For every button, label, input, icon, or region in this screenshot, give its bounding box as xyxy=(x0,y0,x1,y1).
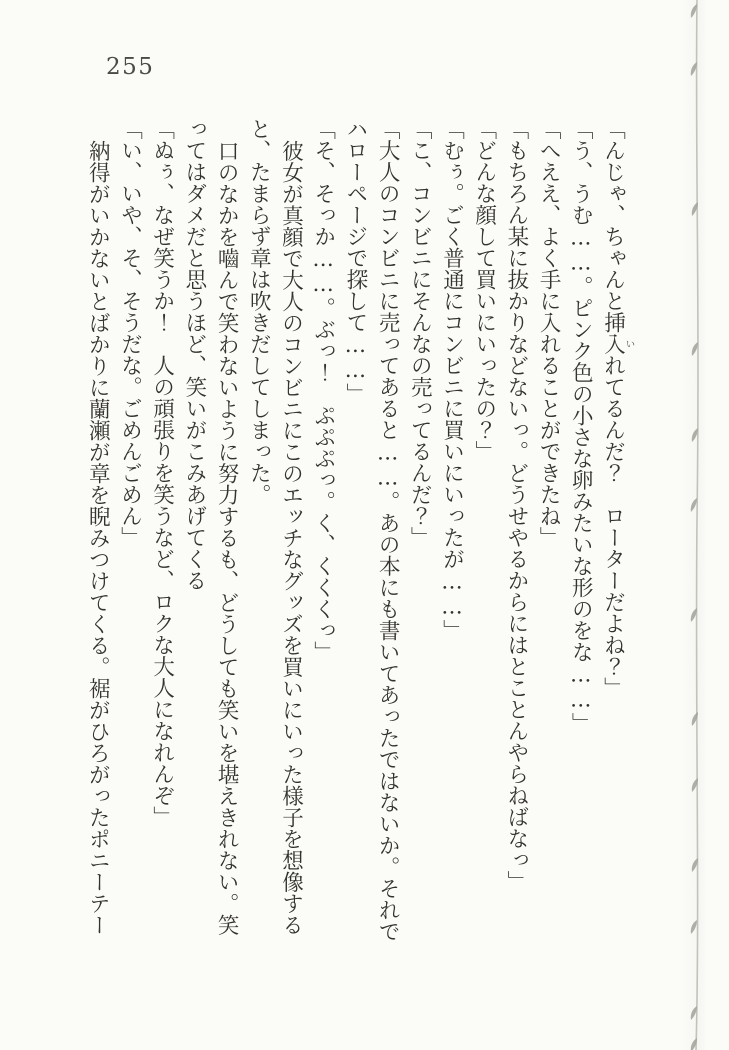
text-line: と、たまらず章は吹きだしてしまった。 xyxy=(246,118,272,505)
torn-page-edge xyxy=(687,0,729,1050)
text-line: 「い、いや、そ、そうだな。ごめんごめん」 xyxy=(117,118,143,548)
text-line: 「んじゃ、ちゃんと挿入いれてるんだ？ ローターだよね？」 xyxy=(600,118,635,699)
ruby-annotated-word: 入い xyxy=(600,333,635,355)
text-line: 彼女が真顔で大人のコンビニにこのエッチなグッズを買いにいった様子を想像する xyxy=(278,139,304,935)
text-line: 「ぬぅ、なぜ笑うか！ 人の頑張りを笑うなど、ロクな大人になれんぞ」 xyxy=(149,118,175,828)
text-line: 「う、うむ……。ピンク色の小さな卵みたいな形のをな……」 xyxy=(568,118,594,734)
text-line: 「そ、そっか……。ぶっ！ ぷぷぷっ。く、くくくっ」 xyxy=(310,118,336,663)
text-line: 「大人のコンビニに売ってあると……。あの本にも書いてあったではないか。それで xyxy=(375,118,401,942)
text-line: 「こ、コンビニにそんなの売ってるんだ？」 xyxy=(407,118,433,548)
text-line: 「どんな顔して買いにいったの？」 xyxy=(471,118,497,462)
text-line: 口のなかを嚙んで笑わないように努力するも、どうしても笑いを堪えきれない。笑 xyxy=(214,139,240,935)
text-line: ハローページで探して……」 xyxy=(342,118,368,405)
text-line: 「へええ、よく手に入れることができたね」 xyxy=(536,118,562,548)
text-line: ってはダメだと思うほど、笑いがこみあげてくる xyxy=(181,118,207,591)
text-line: 納得がいかないとばかりに蘭瀬が章を睨みつけてくる。裾がひろがったポニーテー xyxy=(85,139,111,935)
page-text xyxy=(81,118,634,944)
page-edge-line xyxy=(696,0,698,1050)
page-number: 255 xyxy=(106,54,155,80)
text-line: 「もちろん某に抜かりなどないっ。どうせやるからにはとことんやらねばなっ」 xyxy=(503,118,529,892)
text-line: 「むぅ。ごく普通にコンビニに買いにいったが……」 xyxy=(439,118,465,641)
